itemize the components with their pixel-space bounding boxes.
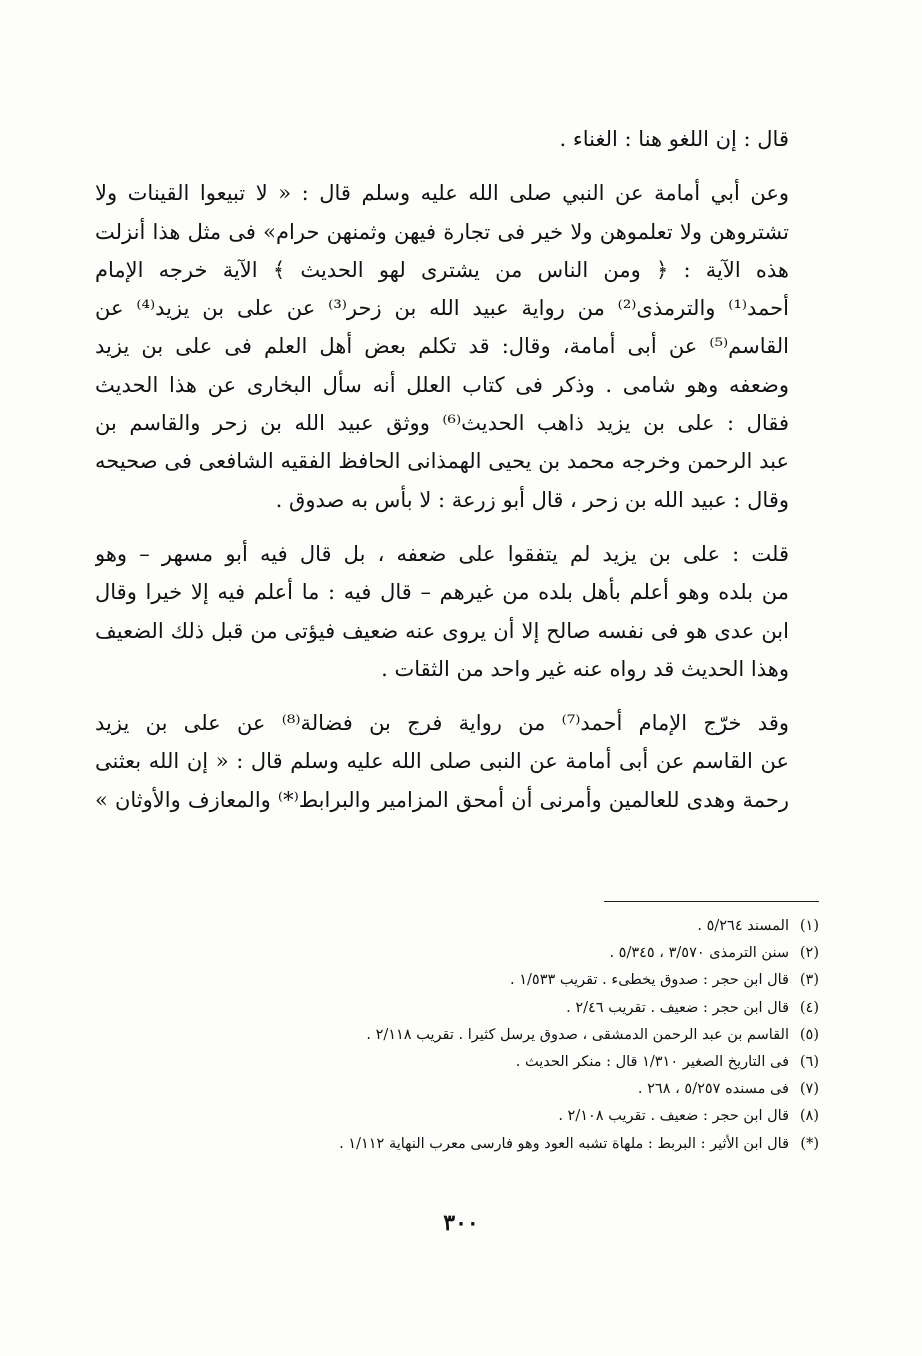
paragraph-3 [95,535,817,688]
footnote-text: فى التاريخ الصغير ١/٣١٠ قال : منكر الحديث . [515,1054,789,1071]
text-line: وعن أبي أمامة عن النبي صلى الله عليه وسلم قال : « لا تبيعوا القينات ولا [95,181,789,206]
footnote-text: القاسم بن عبد الرحمن الدمشقى ، صدوق يرسل كثيرا . تقريب ٢/١١٨ . [366,1026,789,1043]
footnote-item [180,967,819,994]
main-text [95,120,817,819]
footnote-text: سنن الترمذى ٣/٥٧٠ ، ٥/٣٤٥ . [609,945,789,962]
footnote-marker: (٥) [799,1026,819,1043]
footnotes-list [180,913,819,1158]
footnote-marker: (٣) [799,972,819,989]
text-line: أحمد⁽¹⁾ والترمذى⁽²⁾ من رواية عبيد الله بن زحر⁽³⁾ عن على بن يزيد⁽⁴⁾ عن [95,296,789,321]
text-line: ابن عدى هو فى نفسه صالح إلا أن يروى عنه ضعيف فيؤتى من قبل ذلك الضعيف [95,618,789,643]
footnote-item [180,1076,819,1103]
text-line: هذه الآية : ﴿ ومن الناس من يشترى لهو الحديث ﴾ الآية خرجه الإمام [95,257,789,282]
footnote-text: قال ابن الأثير : البربط : ملهاة تشبه العود وهو فارسى معرب النهاية ١/١١٢ . [339,1135,789,1152]
text-line: القاسم⁽⁵⁾ عن أبى أمامة، وقال: قد تكلم بعض أهل العلم فى على بن يزيد [95,334,789,359]
footnote-text: المسند ٥/٢٦٤ . [697,918,789,934]
paragraph-1 [95,120,817,158]
footnote-text: قال ابن حجر : ضعيف . تقريب ٢/١٠٨ . [558,1108,789,1125]
text-line: من بلده وهو أعلم بأهل بلده من غيرهم – قال فيه : ما أعلم فيه إلا خيرا وقال [95,580,789,605]
footnote-item [180,1103,819,1130]
footnote-marker: (٦) [799,1054,819,1071]
footnote-marker: (٨) [799,1108,819,1125]
footnote-item [180,995,819,1022]
footnote-item [180,1049,819,1076]
page-number: ٣٠٠ [443,1210,479,1236]
footnote-marker: (*) [800,1135,819,1152]
footnote-marker: (٤) [799,999,819,1016]
footnote-item [180,913,819,940]
paragraph-2 [95,174,817,519]
text-line: وضعفه وهو شامى . وذكر فى كتاب العلل أنه سأل البخارى عن هذا الحديث [95,372,789,397]
footnote-marker: (١) [799,918,819,934]
text-line: عبد الرحمن وخرجه محمد بن يحيى الهمذانى الحافظ الفقيه الشافعى فى صحيحه [95,449,789,474]
text-line: تشتروهن ولا تعلموهن ولا خير فى تجارة فيهن وثمنهن حرام» فى مثل هذا أنزلت [95,219,789,244]
footnote-text: فى مسنده ٥/٢٥٧ ، ٢٦٨ . [637,1081,789,1098]
footnote-divider [604,901,819,902]
text-line: قلت : على بن يزيد لم يتفقوا على ضعفه ، بل قال فيه أبو مسهر – وهو [95,541,789,566]
text-line: عن القاسم عن أبى أمامة عن النبى صلى الله عليه وسلم قال : « إن الله بعثنى [95,749,789,774]
text-line: قال : إن اللغو هنا : الغناء . [559,127,789,151]
footnote-text: قال ابن حجر : صدوق يخطىء . تقريب ١/٥٣٣ . [510,972,789,989]
footnote-item [180,940,819,967]
footnote-item [180,1022,819,1049]
footnote-marker: (٧) [799,1081,819,1098]
paragraph-4 [95,704,817,819]
text-line: رحمة وهدى للعالمين وأمرنى أن أمحق المزامير والبرابط⁽*⁾ والمعازف والأوثان » [95,787,789,812]
text-line: وهذا الحديث قد رواه عنه غير واحد من الثقات . [381,656,789,681]
footnote-text: قال ابن حجر : ضعيف . تقريب ٢/٤٦ . [566,999,789,1016]
text-line: وقال : عبيد الله بن زحر ، قال أبو زرعة : لا بأس به صدوق . [275,487,789,512]
text-line: فقال : على بن يزيد ذاهب الحديث⁽⁶⁾ ووثق عبيد الله بن زحر والقاسم بن [95,411,789,436]
footnote-marker: (٢) [799,945,819,962]
text-line: وقد خرّج الإمام أحمد⁽⁷⁾ من رواية فرج بن فضالة⁽⁸⁾ عن على بن يزيد [95,711,789,736]
footnote-item [180,1131,819,1158]
